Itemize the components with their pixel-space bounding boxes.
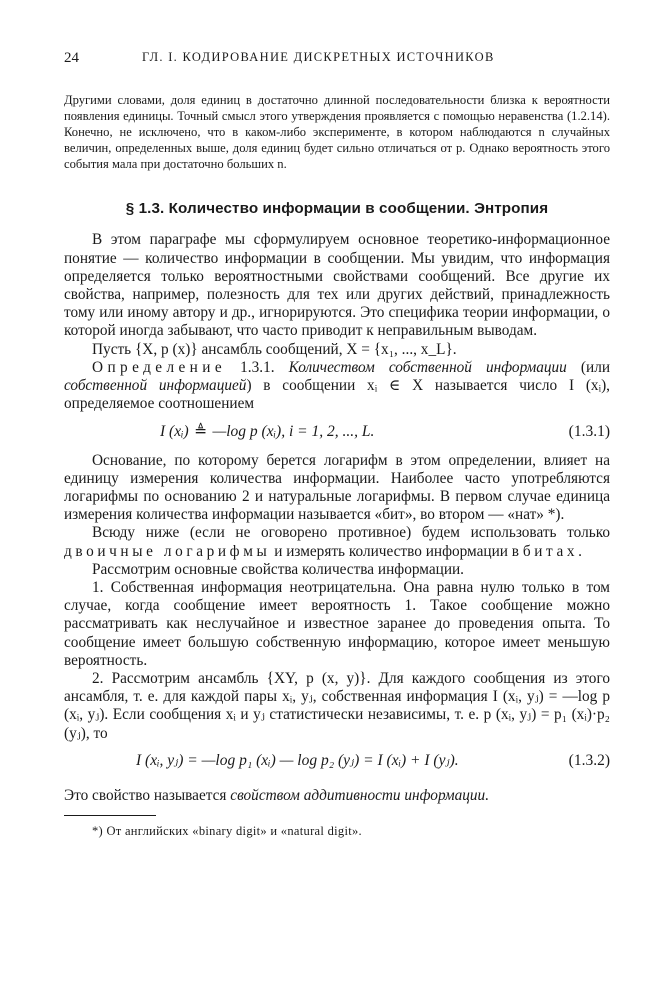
formula-1-3-2 xyxy=(64,743,610,781)
paragraph-5 xyxy=(64,524,610,560)
intro-paragraph-text: Другими словами, доля единиц в достаточно длинной последовательности близка к вероятности появления единицы. Точный смысл этого утверждения проявляется с помощью неравенства (1.2.14). Конечно, не исключено, что в каком-либо эксперименте, в котором наблюдаются n случайных величин, определенных выше, доля единиц будет сильно отличаться от p. Однако вероятность этого события мала при достаточно больших n. xyxy=(64,93,610,172)
definition-term: Количеством собственной информации xyxy=(288,358,567,376)
additivity-term: свойством аддитивности информации. xyxy=(230,786,490,804)
additivity-start: Это свойство называется xyxy=(64,786,227,804)
formula-1-lhs: I (xᵢ) xyxy=(160,422,189,440)
definition-paragraph xyxy=(64,359,610,414)
paragraph-5-mid: и измерять количество информации в xyxy=(274,542,520,560)
definition-label: Определение xyxy=(92,358,227,376)
definition-paren-open: (или xyxy=(580,358,611,376)
paragraph-6: Рассмотрим основные свойства количества информации. xyxy=(92,560,465,578)
formula-1-number: (1.3.1) xyxy=(568,422,610,440)
paragraph-2: Пусть {X, p (x)} ансамбль сообщений, X = {x₁, ..., x_L}. xyxy=(92,340,457,358)
section-title: § 1.3. Количество информации в сообщении. Энтропия xyxy=(125,200,549,218)
paragraph-8-property-2: 2. Рассмотрим ансамбль {XY, p (x, y)}. Для каждого сообщения из этого ансамбля, т. е. для каждой пары xᵢ, yⱼ, собственная информация I (xᵢ, yⱼ) = —log p (xᵢ, yⱼ). Если сообщения xᵢ и yⱼ статистически независимы, т. е. p (xᵢ, yⱼ) = p₁ (xᵢ)·p₂ (yⱼ), то xyxy=(64,669,610,742)
chapter-running-title: ГЛ. I. КОДИРОВАНИЕ ДИСКРЕТНЫХ ИСТОЧНИКОВ xyxy=(142,50,495,64)
paragraph-4: Основание, по которому берется логарифм в этом определении, влияет на единицу измерения количества информации. Наиболее часто употребляются логарифмы по основанию 2 и натуральные логарифмы. В первом случае единица измерения количества информации называется «бит», во втором — «нат» *). xyxy=(64,451,610,524)
formula-1-expression xyxy=(160,423,374,441)
paragraph-7-property-1: 1. Собственная информация неотрицательна. Она равна нулю только в том случае, когда сообщение имеет вероятность 1. Такое сообщение можно рассматривать как неслучайное и известное заранее до проведения опыта. То сообщение имеет большую собственную информацию, которое имеет меньшую вероятность. xyxy=(64,578,610,669)
paragraph-5-start: Всюду ниже (если не оговорено противное) будем использовать только xyxy=(92,524,610,542)
formula-2-expression: I (xᵢ, yⱼ) = —log p₁ (xᵢ) — log p₂ (yⱼ) = I (xᵢ) + I (yⱼ). xyxy=(136,751,459,769)
formula-2-number: (1.3.2) xyxy=(568,751,610,769)
footnote: *) От английских «binary digit» и «natural digit». xyxy=(92,823,362,838)
definition-number: 1.3.1. xyxy=(240,358,275,376)
paragraph-5-spaced-bits: битах. xyxy=(522,542,586,560)
footnote-rule xyxy=(64,815,156,816)
paragraph-1: В этом параграфе мы сформулируем основное теоретико-информационное понятие — количество информации в сообщении. Мы увидим, что информация определяется только вероятностными свойствами сообщений. Все другие их свойства, например, полезность для тех или других действий, принадлежность тому или иному автору и др., игнорируются. Это специфика теории информации, о которой иногда забывают, что часто приводит к неправильным выводам. xyxy=(64,231,610,340)
book-page xyxy=(64,44,610,839)
section-body xyxy=(64,231,610,780)
formula-1-3-1 xyxy=(64,414,610,452)
page-number: 24 xyxy=(64,50,79,66)
definition-alt-term: собственной информацией xyxy=(64,377,247,395)
formula-1-rhs: —log p (xᵢ), i = 1, 2, ..., L. xyxy=(212,422,375,440)
additivity-sentence xyxy=(64,787,610,805)
intro-paragraph xyxy=(64,92,610,172)
running-header xyxy=(64,44,610,66)
formula-1-defeq: ≜ xyxy=(194,422,208,440)
paragraph-5-spaced-binary-logs: двоичные логарифмы xyxy=(64,542,271,560)
definition-rest: ) в сообщении xᵢ ∈ X называется число I (xᵢ), определяемое соотношением xyxy=(64,377,610,413)
